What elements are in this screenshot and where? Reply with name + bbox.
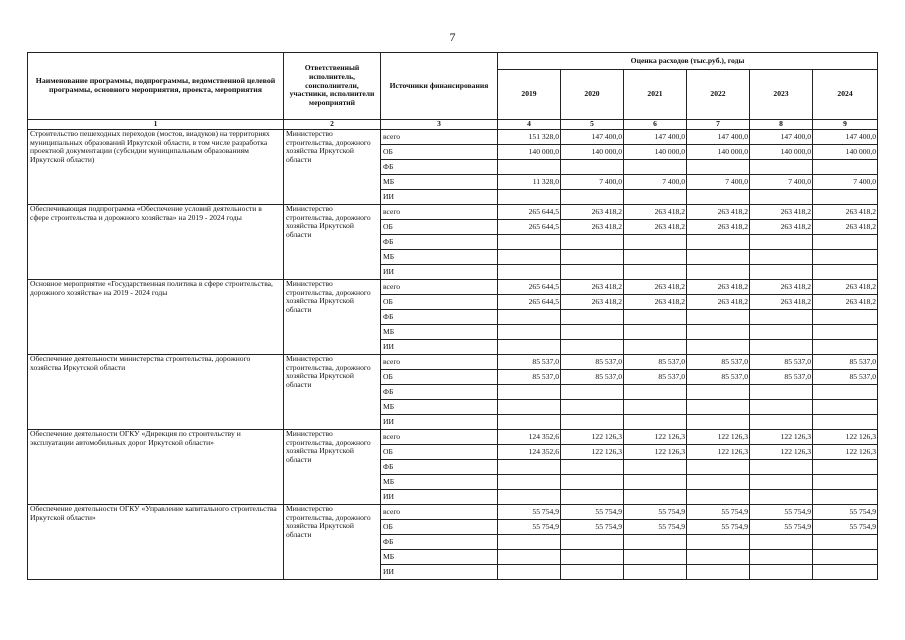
- responsible-executor: Министерство строительства, дорожного хозяйства Иркутской области: [284, 280, 381, 355]
- expense-value: 263 418,2: [561, 295, 624, 310]
- expense-value: 263 418,2: [813, 295, 878, 310]
- expense-value: 85 537,0: [813, 355, 878, 370]
- expense-value: [561, 490, 624, 505]
- column-number: 5: [561, 120, 624, 130]
- expense-value: [498, 490, 561, 505]
- funding-source: всего: [381, 430, 498, 445]
- expense-value: 263 418,2: [687, 280, 750, 295]
- funding-source: МБ: [381, 475, 498, 490]
- expense-value: [561, 565, 624, 580]
- responsible-executor: Министерство строительства, дорожного хозяйства Иркутской области: [284, 505, 381, 580]
- expense-value: [498, 565, 561, 580]
- expense-value: [498, 310, 561, 325]
- expense-value: [687, 535, 750, 550]
- expense-value: [813, 340, 878, 355]
- expense-value: [498, 160, 561, 175]
- expense-value: 140 000,0: [687, 145, 750, 160]
- expense-value: [498, 550, 561, 565]
- expense-value: 85 537,0: [750, 355, 813, 370]
- expense-value: [750, 475, 813, 490]
- expense-value: 11 328,0: [498, 175, 561, 190]
- expense-value: [624, 160, 687, 175]
- expense-value: [624, 250, 687, 265]
- expense-value: [561, 460, 624, 475]
- expense-value: 55 754,9: [750, 505, 813, 520]
- header-year: 2020: [561, 70, 624, 120]
- expense-value: [624, 550, 687, 565]
- expense-value: [750, 235, 813, 250]
- budget-table: [27, 52, 878, 580]
- expense-value: [624, 265, 687, 280]
- expense-value: [687, 325, 750, 340]
- funding-source: ОБ: [381, 370, 498, 385]
- header-year: 2019: [498, 70, 561, 120]
- funding-source: ФБ: [381, 460, 498, 475]
- expense-value: [813, 310, 878, 325]
- expense-value: [687, 340, 750, 355]
- funding-source: ИИ: [381, 565, 498, 580]
- header-responsible: Ответственный исполнитель, соисполнители, участники, исполнители мероприятий: [284, 53, 381, 120]
- expense-value: [750, 310, 813, 325]
- expense-value: [624, 190, 687, 205]
- funding-source: ОБ: [381, 295, 498, 310]
- header-year: 2023: [750, 70, 813, 120]
- expense-value: [750, 250, 813, 265]
- expense-value: [624, 310, 687, 325]
- expense-value: [498, 190, 561, 205]
- expense-value: 122 126,3: [687, 445, 750, 460]
- expense-value: [750, 325, 813, 340]
- funding-source: МБ: [381, 175, 498, 190]
- expense-value: [750, 340, 813, 355]
- column-number: 4: [498, 120, 561, 130]
- expense-value: [687, 400, 750, 415]
- expense-value: [687, 160, 750, 175]
- table-row: [28, 430, 878, 445]
- expense-value: [813, 550, 878, 565]
- expense-value: [561, 535, 624, 550]
- expense-value: [498, 235, 561, 250]
- expense-value: [687, 310, 750, 325]
- expense-value: 124 352,6: [498, 445, 561, 460]
- expense-value: 147 400,0: [561, 130, 624, 145]
- program-name: Строительство пешеходных переходов (мостов, виадуков) на территориях муниципальных образований Иркутской области, в том числе разработка проектной документации (субсидии муниципальным образованиям Иркутской области): [28, 130, 284, 205]
- funding-source: ИИ: [381, 415, 498, 430]
- column-number: 7: [687, 120, 750, 130]
- expense-value: [498, 250, 561, 265]
- table-row: [28, 205, 878, 220]
- expense-value: 147 400,0: [813, 130, 878, 145]
- expense-value: 263 418,2: [687, 220, 750, 235]
- expense-value: [561, 190, 624, 205]
- expense-value: [813, 565, 878, 580]
- funding-source: ИИ: [381, 490, 498, 505]
- column-number: 2: [284, 120, 381, 130]
- expense-value: 55 754,9: [687, 520, 750, 535]
- funding-source: ФБ: [381, 535, 498, 550]
- program-name: Основное мероприятие «Государственная политика в сфере строительства, дорожного хозяйства» на 2019 - 2024 годы: [28, 280, 284, 355]
- expense-value: 55 754,9: [498, 520, 561, 535]
- expense-value: 140 000,0: [813, 145, 878, 160]
- responsible-executor: Министерство строительства, дорожного хозяйства Иркутской области: [284, 355, 381, 430]
- expense-value: [561, 550, 624, 565]
- expense-value: [813, 490, 878, 505]
- expense-value: 7 400,0: [750, 175, 813, 190]
- funding-source: ФБ: [381, 160, 498, 175]
- program-name: Обеспечение деятельности ОГКУ «Управление капитального строительства Иркутской области»: [28, 505, 284, 580]
- expense-value: 265 644,5: [498, 295, 561, 310]
- header-year: 2022: [687, 70, 750, 120]
- column-number: 9: [813, 120, 878, 130]
- expense-value: [624, 535, 687, 550]
- expense-value: [750, 535, 813, 550]
- expense-value: 263 418,2: [624, 295, 687, 310]
- funding-source: ОБ: [381, 145, 498, 160]
- program-name: Обеспечение деятельности министерства строительства, дорожного хозяйства Иркутской области: [28, 355, 284, 430]
- expense-value: [750, 190, 813, 205]
- expense-value: [687, 235, 750, 250]
- expense-value: 122 126,3: [813, 445, 878, 460]
- expense-value: [750, 160, 813, 175]
- expense-value: 263 418,2: [687, 205, 750, 220]
- funding-source: всего: [381, 130, 498, 145]
- funding-source: ИИ: [381, 340, 498, 355]
- expense-value: 263 418,2: [813, 280, 878, 295]
- expense-value: [561, 160, 624, 175]
- responsible-executor: Министерство строительства, дорожного хозяйства Иркутской области: [284, 205, 381, 280]
- expense-value: [561, 340, 624, 355]
- expense-value: 263 418,2: [624, 220, 687, 235]
- expense-value: [498, 475, 561, 490]
- expense-value: 85 537,0: [687, 355, 750, 370]
- expense-value: 122 126,3: [624, 445, 687, 460]
- expense-value: 140 000,0: [498, 145, 561, 160]
- funding-source: МБ: [381, 550, 498, 565]
- expense-value: 55 754,9: [498, 505, 561, 520]
- expense-value: [687, 385, 750, 400]
- expense-value: 263 418,2: [750, 295, 813, 310]
- expense-value: [750, 490, 813, 505]
- expense-value: 124 352,6: [498, 430, 561, 445]
- expense-value: [813, 475, 878, 490]
- expense-value: 85 537,0: [813, 370, 878, 385]
- expense-value: [624, 325, 687, 340]
- expense-value: 263 418,2: [624, 205, 687, 220]
- expense-value: 122 126,3: [813, 430, 878, 445]
- expense-value: [687, 550, 750, 565]
- expense-value: [687, 490, 750, 505]
- expense-value: [624, 340, 687, 355]
- funding-source: ФБ: [381, 235, 498, 250]
- table-row: [28, 280, 878, 295]
- expense-value: [750, 565, 813, 580]
- expense-value: 263 418,2: [561, 280, 624, 295]
- expense-value: 147 400,0: [750, 130, 813, 145]
- expense-value: 263 418,2: [624, 280, 687, 295]
- expense-value: [813, 535, 878, 550]
- expense-value: [813, 460, 878, 475]
- expense-value: [750, 265, 813, 280]
- expense-value: 140 000,0: [561, 145, 624, 160]
- expense-value: [624, 460, 687, 475]
- expense-value: [750, 550, 813, 565]
- expense-value: [624, 235, 687, 250]
- expense-value: [687, 265, 750, 280]
- expense-value: [624, 490, 687, 505]
- funding-source: ФБ: [381, 310, 498, 325]
- funding-source: ИИ: [381, 190, 498, 205]
- expense-value: 7 400,0: [813, 175, 878, 190]
- funding-source: всего: [381, 505, 498, 520]
- expense-value: [561, 400, 624, 415]
- expense-value: [624, 475, 687, 490]
- expense-value: 55 754,9: [561, 520, 624, 535]
- expense-value: [813, 190, 878, 205]
- expense-value: [561, 265, 624, 280]
- expense-value: [561, 385, 624, 400]
- expense-value: [561, 475, 624, 490]
- funding-source: всего: [381, 355, 498, 370]
- expense-value: [498, 535, 561, 550]
- expense-value: [498, 265, 561, 280]
- expense-value: [813, 160, 878, 175]
- column-number: 1: [28, 120, 284, 130]
- column-number-row: [28, 120, 878, 130]
- expense-value: 122 126,3: [750, 445, 813, 460]
- expense-value: 85 537,0: [498, 355, 561, 370]
- expense-value: [687, 565, 750, 580]
- table-row: [28, 355, 878, 370]
- expense-value: [813, 325, 878, 340]
- expense-value: 263 418,2: [813, 205, 878, 220]
- funding-source: ФБ: [381, 385, 498, 400]
- expense-value: 147 400,0: [687, 130, 750, 145]
- expense-value: [687, 190, 750, 205]
- expense-value: [813, 415, 878, 430]
- expense-value: 7 400,0: [561, 175, 624, 190]
- header-funding-sources: Источники финансирования: [381, 53, 498, 120]
- responsible-executor: Министерство строительства, дорожного хозяйства Иркутской области: [284, 130, 381, 205]
- header-cost-estimate: Оценка расходов (тыс.руб.), годы: [498, 53, 878, 70]
- expense-value: 265 644,5: [498, 280, 561, 295]
- expense-value: [561, 310, 624, 325]
- expense-value: [687, 475, 750, 490]
- expense-value: [498, 325, 561, 340]
- expense-value: 263 418,2: [687, 295, 750, 310]
- funding-source: ОБ: [381, 220, 498, 235]
- expense-value: [498, 340, 561, 355]
- expense-value: [687, 250, 750, 265]
- expense-value: [813, 400, 878, 415]
- expense-value: [624, 415, 687, 430]
- expense-value: 147 400,0: [624, 130, 687, 145]
- expense-value: 7 400,0: [687, 175, 750, 190]
- expense-value: 140 000,0: [750, 145, 813, 160]
- expense-value: [813, 265, 878, 280]
- header-year: 2024: [813, 70, 878, 120]
- funding-source: всего: [381, 280, 498, 295]
- column-number: 3: [381, 120, 498, 130]
- funding-source: ОБ: [381, 520, 498, 535]
- expense-value: 55 754,9: [624, 520, 687, 535]
- expense-value: 263 418,2: [561, 205, 624, 220]
- expense-value: [624, 385, 687, 400]
- expense-value: 85 537,0: [624, 355, 687, 370]
- expense-value: [750, 400, 813, 415]
- table-row: [28, 130, 878, 145]
- funding-source: МБ: [381, 400, 498, 415]
- expense-value: 122 126,3: [561, 430, 624, 445]
- funding-source: МБ: [381, 250, 498, 265]
- expense-value: 265 644,5: [498, 220, 561, 235]
- expense-value: [750, 460, 813, 475]
- expense-value: [687, 415, 750, 430]
- expense-value: [498, 415, 561, 430]
- table-row: [28, 505, 878, 520]
- expense-value: [813, 385, 878, 400]
- expense-value: 55 754,9: [813, 520, 878, 535]
- expense-value: [498, 460, 561, 475]
- column-number: 8: [750, 120, 813, 130]
- expense-value: [561, 415, 624, 430]
- funding-source: МБ: [381, 325, 498, 340]
- expense-value: 140 000,0: [624, 145, 687, 160]
- expense-value: [624, 565, 687, 580]
- funding-source: всего: [381, 205, 498, 220]
- expense-value: 122 126,3: [687, 430, 750, 445]
- program-name: Обеспечение деятельности ОГКУ «Дирекция по строительству и эксплуатации автомобильных дорог Иркутской области»: [28, 430, 284, 505]
- expense-value: 122 126,3: [561, 445, 624, 460]
- table-body: [28, 130, 878, 580]
- expense-value: 85 537,0: [561, 355, 624, 370]
- expense-value: 122 126,3: [624, 430, 687, 445]
- expense-value: 85 537,0: [561, 370, 624, 385]
- responsible-executor: Министерство строительства, дорожного хозяйства Иркутской области: [284, 430, 381, 505]
- expense-value: [750, 385, 813, 400]
- expense-value: [624, 400, 687, 415]
- expense-value: 85 537,0: [687, 370, 750, 385]
- expense-value: 263 418,2: [750, 280, 813, 295]
- funding-source: ОБ: [381, 445, 498, 460]
- expense-value: [561, 325, 624, 340]
- expense-value: 55 754,9: [624, 505, 687, 520]
- expense-value: [687, 460, 750, 475]
- expense-value: [561, 235, 624, 250]
- expense-value: [813, 250, 878, 265]
- expense-value: 7 400,0: [624, 175, 687, 190]
- expense-value: 122 126,3: [750, 430, 813, 445]
- column-number: 6: [624, 120, 687, 130]
- expense-value: 55 754,9: [687, 505, 750, 520]
- expense-value: [813, 235, 878, 250]
- program-name: Обеспечивающая подпрограмма «Обеспечение условий деятельности в сфере строительства и дорожного хозяйства» на 2019 - 2024 годы: [28, 205, 284, 280]
- header-program-name: Наименование программы, подпрограммы, ведомственной целевой программы, основного мероприятия, проекта, мероприятия: [28, 53, 284, 120]
- expense-value: 85 537,0: [498, 370, 561, 385]
- header-year: 2021: [624, 70, 687, 120]
- expense-value: [561, 250, 624, 265]
- expense-value: 263 418,2: [750, 205, 813, 220]
- expense-value: [498, 400, 561, 415]
- page-number: 7: [449, 30, 456, 44]
- expense-value: 263 418,2: [561, 220, 624, 235]
- expense-value: 85 537,0: [624, 370, 687, 385]
- expense-value: 265 644,5: [498, 205, 561, 220]
- expense-value: 55 754,9: [561, 505, 624, 520]
- expense-value: 55 754,9: [813, 505, 878, 520]
- expense-value: 55 754,9: [750, 520, 813, 535]
- funding-source: ИИ: [381, 265, 498, 280]
- expense-value: 151 328,0: [498, 130, 561, 145]
- expense-value: 263 418,2: [813, 220, 878, 235]
- expense-value: 85 537,0: [750, 370, 813, 385]
- expense-value: [498, 385, 561, 400]
- expense-value: [750, 415, 813, 430]
- expense-value: 263 418,2: [750, 220, 813, 235]
